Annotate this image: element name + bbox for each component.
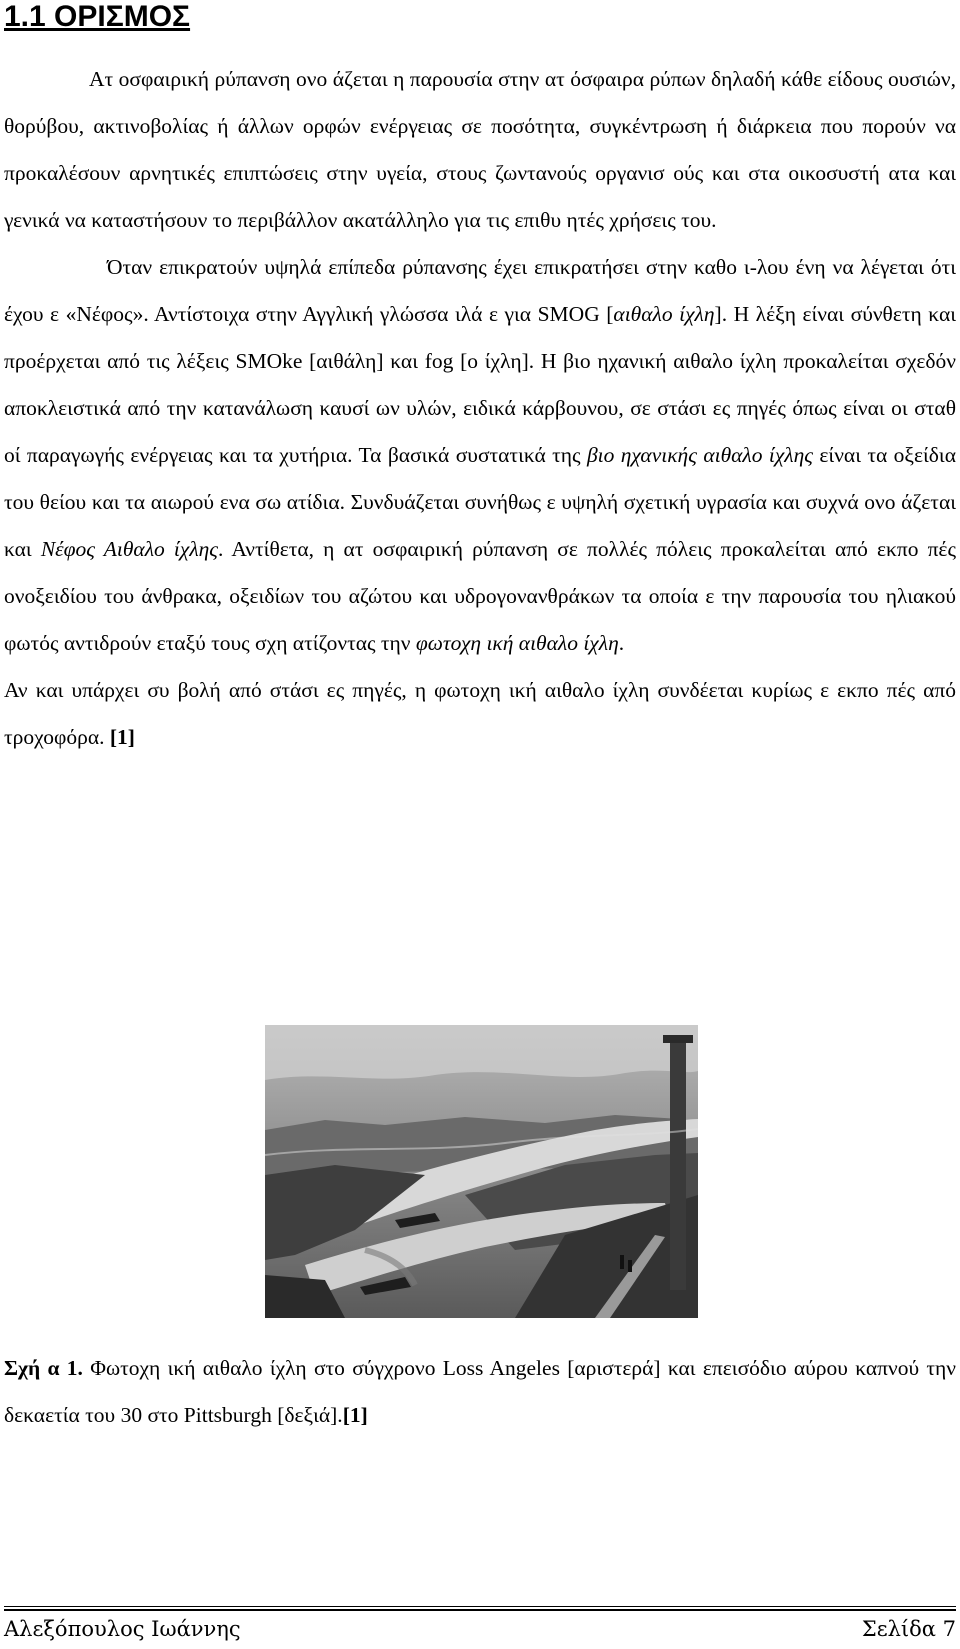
section-heading: 1.1 ΟΡΙΣΜΟΣ [4,0,191,33]
paragraph-definition: Ατ οσφαιρική ρύπανση ονο άζεται η παρουσία στην ατ όσφαιρα ρύπων δηλαδή κάθε είδους ουσιών, θορύβου, ακτινοβολίας ή άλλων ορφών ενέργειας σε ποσότητα, συγκέντρωση ή διάρκεια που πορούν να προκαλέσουν αρνητικές επιπτώσεις στην υγεία, στους ζωντανούς οργανισ ούς και στα οικοσυστή ατα και γενικά να καταστήσουν το περιβάλλον ακατάλληλο για τις επιθυ ητές χρήσεις του. [4,67,956,232]
term-photochemical-smog: φωτοχη ική αιθαλο ίχλη [415,631,619,655]
caption-reference: [1] [342,1403,368,1427]
footer-page-number: Σελίδα 7 [861,1617,956,1641]
term-smog-greek: αιθαλο ίχλη [613,302,715,326]
paragraph-traffic [4,667,956,761]
paragraph-smog-text-3: είναι τα οξείδια του θείου και τα αιωρού ενα σω ατίδια. Συνδυάζεται συνήθως ε υψηλή σχετική υγρασία και συχνά ονο άζεται και [4,443,956,561]
paragraph-smog-text-5: . [618,631,625,655]
footer-divider-thick [4,1609,956,1611]
page-footer [4,1614,956,1644]
figure-caption [4,1345,956,1439]
pittsburgh-illustration [265,1025,698,1318]
paragraph-smog-text-4: . Αντίθετα, η ατ οσφαιρική ρύπανση σε πολλές πόλεις προκαλείται από εκπο πές ονοξειδίου του άνθρακα, οξειδίων του αζώτου και υδρογονανθράκων τα οποία ε την παρουσία του ηλιακού φωτός αντιδρούν εταξύ τους σχη ατίζοντας την [4,537,956,655]
reference-marker: [1] [109,725,135,749]
paragraph-traffic-text: Αν και υπάρχει συ βολή από στάσι ες πηγές, η φωτοχη ική αιθαλο ίχλη συνδέεται κυρίως ε εκπο πές από τροχοφόρα. [4,678,956,749]
footer-author: Αλεξόπουλος Ιωάννης [4,1617,241,1641]
figure-pittsburgh-photo [265,1025,698,1318]
footer-divider [4,1606,956,1607]
paragraph-smog-text-2: ]. Η λέξη είναι σύνθετη και προέρχεται από τις λέξεις SMOke [αιθάλη] και fog [ο ίχλη]. Η βιο ηχανική αιθαλο ίχλη προκαλείται σχεδόν αποκλειστικά από την κατανάλωση καυσί ων υλών, ειδικά κάρβουνου, σε στάσι ες πηγές όπως είναι οι σταθ οί παραγωγής ενέργειας και τα χυτήρια. Τα βασικά συστατικά της [4,302,956,467]
paragraph-smog [4,244,956,667]
body-text [4,56,956,761]
term-smog-cloud: Νέφος Αιθαλο ίχλης [40,537,219,561]
paragraph-smog-text-1: Όταν επικρατούν υψηλά επίπεδα ρύπανσης έχει επικρατήσει στην καθο ι-λου ένη να λέγεται ότι έχου ε «Νέφος». Αντίστοιχα στην Αγγλική γλώσσα ιλά ε για SMOG [ [4,255,956,326]
term-industrial-smog: βιο ηχανικής αιθαλο ίχλης [586,443,814,467]
caption-label: Σχή α 1. [4,1356,83,1380]
caption-text: Φωτοχη ική αιθαλο ίχλη στο σύγχρονο Loss Angeles [αριστερά] και επεισόδιο αύρου καπνού την δεκαετία του 30 στο Pittsburgh [δεξιά]. [4,1356,956,1427]
